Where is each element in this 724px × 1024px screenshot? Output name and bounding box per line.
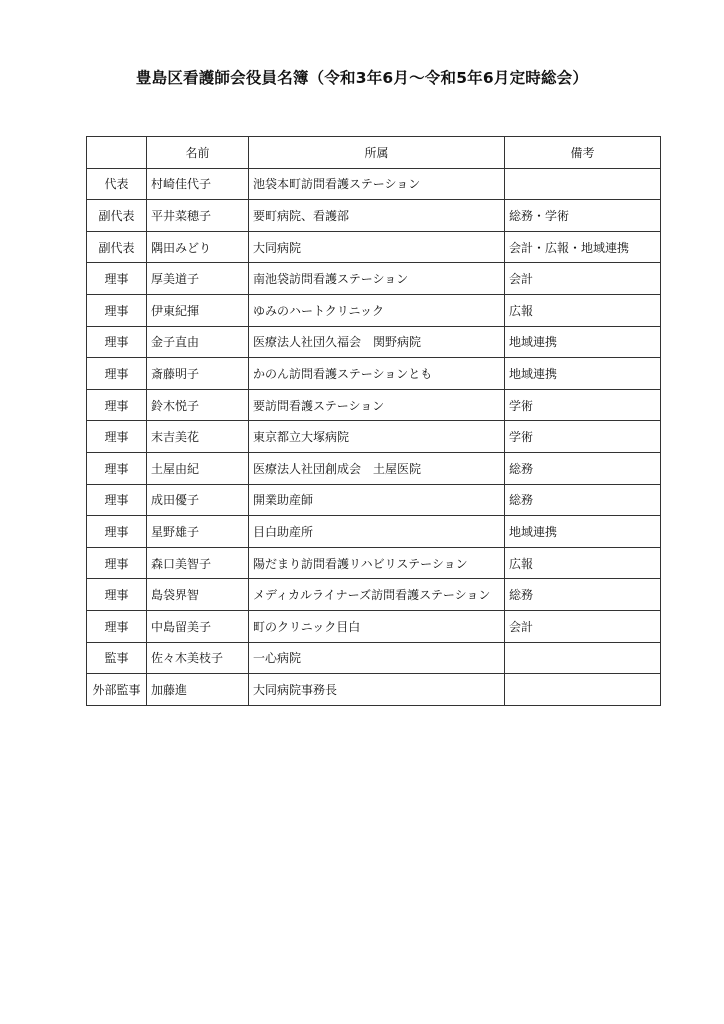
cell-notes bbox=[505, 674, 661, 706]
cell-name: 平井菜穂子 bbox=[147, 200, 249, 232]
cell-name: 斎藤明子 bbox=[147, 358, 249, 390]
table-row bbox=[87, 674, 661, 706]
cell-affiliation: 要町病院、看護部 bbox=[249, 200, 505, 232]
header-notes: 備考 bbox=[505, 137, 661, 169]
cell-name: 中島留美子 bbox=[147, 610, 249, 642]
cell-notes: 広報 bbox=[505, 547, 661, 579]
table-row bbox=[87, 452, 661, 484]
cell-notes bbox=[505, 168, 661, 200]
cell-affiliation: 医療法人社団久福会 関野病院 bbox=[249, 326, 505, 358]
cell-affiliation: 陽だまり訪問看護リハビリステーション bbox=[249, 547, 505, 579]
cell-notes: 学術 bbox=[505, 421, 661, 453]
cell-role: 外部監事 bbox=[87, 674, 147, 706]
cell-role: 理事 bbox=[87, 579, 147, 611]
cell-name: 鈴木悦子 bbox=[147, 389, 249, 421]
table-row bbox=[87, 168, 661, 200]
cell-affiliation: 目白助産所 bbox=[249, 516, 505, 548]
cell-affiliation: 大同病院事務長 bbox=[249, 674, 505, 706]
table-row bbox=[87, 421, 661, 453]
header-affiliation: 所属 bbox=[249, 137, 505, 169]
cell-name: 佐々木美枝子 bbox=[147, 642, 249, 674]
cell-notes: 会計 bbox=[505, 263, 661, 295]
table-row bbox=[87, 200, 661, 232]
table-row bbox=[87, 389, 661, 421]
cell-notes: 総務 bbox=[505, 484, 661, 516]
cell-affiliation: ゆみのハートクリニック bbox=[249, 294, 505, 326]
cell-name: 土屋由紀 bbox=[147, 452, 249, 484]
table-row bbox=[87, 263, 661, 295]
cell-affiliation: 要訪問看護ステーション bbox=[249, 389, 505, 421]
header-role bbox=[87, 137, 147, 169]
cell-notes: 会計・広報・地域連携 bbox=[505, 231, 661, 263]
cell-name: 星野雄子 bbox=[147, 516, 249, 548]
cell-notes: 広報 bbox=[505, 294, 661, 326]
cell-notes: 総務 bbox=[505, 579, 661, 611]
cell-role: 副代表 bbox=[87, 200, 147, 232]
cell-name: 島袋界智 bbox=[147, 579, 249, 611]
cell-notes: 総務・学術 bbox=[505, 200, 661, 232]
cell-name: 金子直由 bbox=[147, 326, 249, 358]
cell-notes: 地域連携 bbox=[505, 358, 661, 390]
cell-name: 村崎佳代子 bbox=[147, 168, 249, 200]
cell-role: 副代表 bbox=[87, 231, 147, 263]
cell-name: 厚美道子 bbox=[147, 263, 249, 295]
cell-name: 成田優子 bbox=[147, 484, 249, 516]
cell-affiliation: 医療法人社団創成会 土屋医院 bbox=[249, 452, 505, 484]
cell-notes: 総務 bbox=[505, 452, 661, 484]
cell-affiliation: 大同病院 bbox=[249, 231, 505, 263]
cell-affiliation: 一心病院 bbox=[249, 642, 505, 674]
cell-role: 代表 bbox=[87, 168, 147, 200]
cell-role: 理事 bbox=[87, 547, 147, 579]
cell-notes: 学術 bbox=[505, 389, 661, 421]
table-row bbox=[87, 579, 661, 611]
cell-notes: 地域連携 bbox=[505, 326, 661, 358]
table-row bbox=[87, 642, 661, 674]
cell-role: 監事 bbox=[87, 642, 147, 674]
cell-role: 理事 bbox=[87, 484, 147, 516]
officer-roster-table bbox=[86, 136, 661, 706]
cell-notes bbox=[505, 642, 661, 674]
table-body bbox=[87, 168, 661, 705]
table-row bbox=[87, 484, 661, 516]
table-row bbox=[87, 516, 661, 548]
page-title: 豊島区看護師会役員名簿（令和3年6月～令和5年6月定時総会） bbox=[135, 69, 589, 87]
cell-affiliation: かのん訪問看護ステーションとも bbox=[249, 358, 505, 390]
cell-affiliation: 東京都立大塚病院 bbox=[249, 421, 505, 453]
cell-affiliation: 南池袋訪問看護ステーション bbox=[249, 263, 505, 295]
table-row bbox=[87, 326, 661, 358]
cell-role: 理事 bbox=[87, 610, 147, 642]
cell-name: 伊東紀揮 bbox=[147, 294, 249, 326]
table-row bbox=[87, 547, 661, 579]
table-header-row bbox=[87, 137, 661, 169]
cell-role: 理事 bbox=[87, 263, 147, 295]
cell-affiliation: 池袋本町訪問看護ステーション bbox=[249, 168, 505, 200]
cell-role: 理事 bbox=[87, 294, 147, 326]
cell-affiliation: メディカルライナーズ訪問看護ステーション bbox=[249, 579, 505, 611]
cell-name: 隅田みどり bbox=[147, 231, 249, 263]
cell-role: 理事 bbox=[87, 389, 147, 421]
cell-name: 森口美智子 bbox=[147, 547, 249, 579]
table-row bbox=[87, 294, 661, 326]
table-row bbox=[87, 358, 661, 390]
cell-role: 理事 bbox=[87, 452, 147, 484]
cell-affiliation: 町のクリニック目白 bbox=[249, 610, 505, 642]
table-row bbox=[87, 231, 661, 263]
cell-name: 末吉美花 bbox=[147, 421, 249, 453]
cell-role: 理事 bbox=[87, 326, 147, 358]
cell-name: 加藤進 bbox=[147, 674, 249, 706]
cell-notes: 地域連携 bbox=[505, 516, 661, 548]
header-name: 名前 bbox=[147, 137, 249, 169]
cell-role: 理事 bbox=[87, 358, 147, 390]
table-row bbox=[87, 610, 661, 642]
cell-role: 理事 bbox=[87, 516, 147, 548]
cell-affiliation: 開業助産師 bbox=[249, 484, 505, 516]
cell-role: 理事 bbox=[87, 421, 147, 453]
cell-notes: 会計 bbox=[505, 610, 661, 642]
